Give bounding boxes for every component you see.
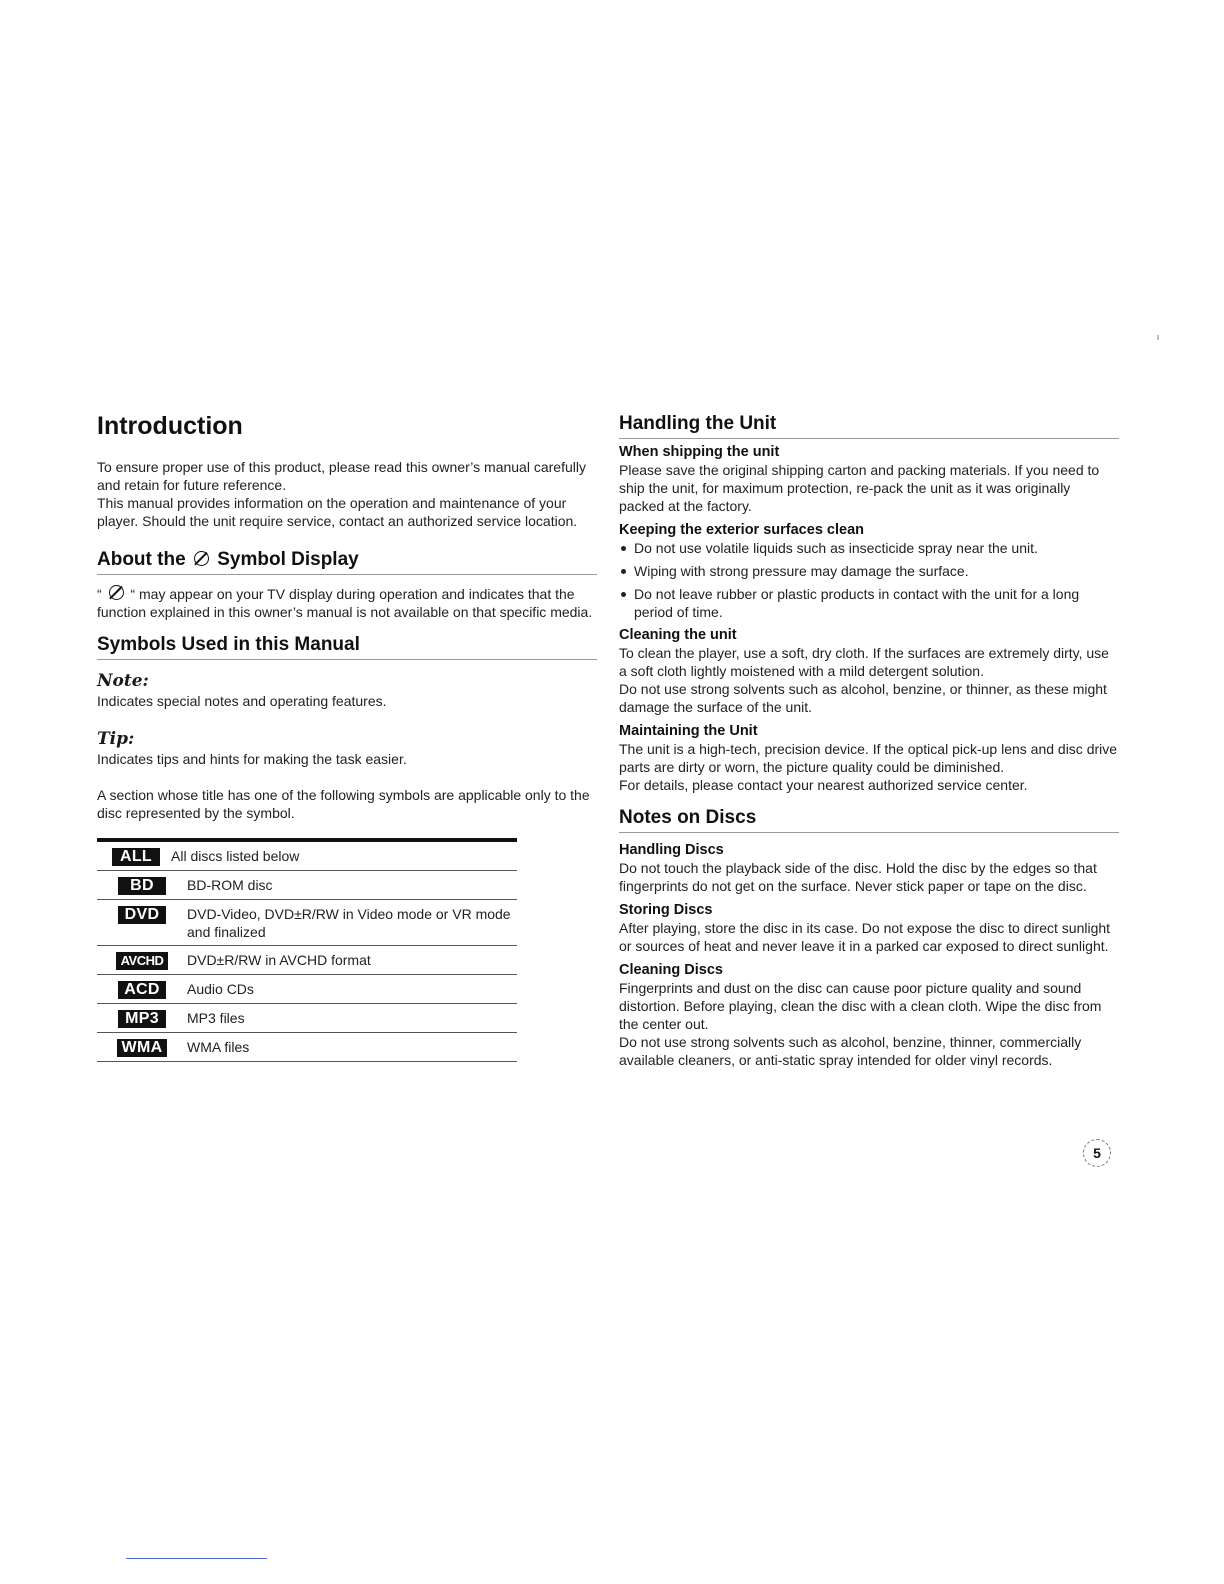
left-column	[97, 410, 597, 1062]
about-symbol-heading	[97, 548, 597, 575]
exterior-subheading: Keeping the exterior surfaces clean	[619, 522, 864, 538]
exterior-bullet-list	[619, 539, 1119, 621]
table-row	[97, 871, 517, 900]
list-item	[619, 539, 1119, 557]
cleaning-unit-text-1: To clean the player, use a soft, dry cloth. If the surfaces are extremely dirty, use a soft cloth lightly moistened with a mild detergent solution.	[619, 645, 1109, 679]
about-body: “ may appear on your TV display during operation and indicates that the function explained in this owner’s manual is not available on that specific media.	[97, 586, 593, 620]
maintaining-text-2: For details, please contact your nearest authorized service center.	[619, 777, 1028, 793]
intro-paragraph-2: This manual provides information on the operation and maintenance of your player. Should the unit require service, contact an authorized service location.	[97, 495, 578, 529]
table-cell-desc: WMA files	[187, 1033, 517, 1062]
prohibited-symbol-icon	[194, 551, 209, 566]
note-text: Indicates special notes and operating features.	[97, 693, 387, 709]
note-label: Note:	[97, 671, 149, 691]
bullet-icon	[621, 569, 626, 574]
bullet-text: Wiping with strong pressure may damage the surface.	[634, 563, 969, 579]
symbols-heading: Symbols Used in this Manual	[97, 633, 597, 660]
bottom-rule	[126, 1558, 267, 1559]
about-heading-prefix: About the	[97, 549, 186, 570]
shipping-subheading: When shipping the unit	[619, 444, 780, 460]
list-item	[619, 585, 1119, 621]
about-heading-suffix: Symbol Display	[217, 549, 359, 570]
badge-bd: BD	[118, 877, 166, 895]
bullet-icon	[621, 546, 626, 551]
table-row	[97, 1004, 517, 1033]
notes-on-discs-heading: Notes on Discs	[619, 806, 1119, 833]
storing-discs-subheading: Storing Discs	[619, 902, 713, 918]
table-cell-desc: DVD-Video, DVD±R/RW in Video mode or VR mode and finalized	[187, 900, 517, 946]
table-cell-desc: BD-ROM disc	[187, 871, 517, 900]
maintaining-text-1: The unit is a high-tech, precision device. If the optical pick-up lens and disc drive parts are dirty or worn, the picture quality could be diminished.	[619, 741, 1118, 775]
table-cell-desc: All discs listed below	[171, 840, 501, 871]
cleaning-discs-text-2: Do not use strong solvents such as alcohol, benzine, thinner, commercially available cleaners, or anti-static spray intended for older vinyl records.	[619, 1034, 1082, 1068]
handling-discs-text: Do not touch the playback side of the disc. Hold the disc by the edges so that fingerprints do not get on the surface. Never stick paper or tape on the disc.	[619, 860, 1097, 894]
badge-dvd: DVD	[118, 906, 166, 924]
storing-discs-text: After playing, store the disc in its case. Do not expose the disc to direct sunlight or sources of heat and never leave it in a parked car exposed to direct sunlight.	[619, 920, 1111, 954]
scan-speck	[1157, 335, 1159, 340]
bullet-text: Do not leave rubber or plastic products in contact with the unit for a long period of time.	[634, 586, 1080, 620]
about-symbol-text	[97, 585, 597, 621]
cleaning-discs-text-1: Fingerprints and dust on the disc can cause poor picture quality and sound distortion. Before playing, clean the disc with a clean cloth. Wipe the disc from the center out.	[619, 980, 1102, 1032]
bullet-text: Do not use volatile liquids such as insecticide spray near the unit.	[634, 540, 1038, 556]
handling-discs-subheading: Handling Discs	[619, 842, 724, 858]
prohibited-symbol-icon	[109, 585, 124, 600]
handling-unit-heading: Handling the Unit	[619, 412, 1119, 439]
shipping-text: Please save the original shipping carton and packing materials. If you need to ship the unit, for maximum protection, re-pack the unit as it was originally packed at the factory.	[619, 462, 1100, 514]
right-column	[619, 412, 1119, 1069]
table-cell-desc: DVD±R/RW in AVCHD format	[187, 946, 517, 975]
list-item	[619, 562, 1119, 580]
about-open-quote: “	[97, 586, 102, 602]
tip-text: Indicates tips and hints for making the task easier.	[97, 751, 407, 767]
table-row	[97, 1033, 517, 1062]
table-cell-desc: Audio CDs	[187, 975, 517, 1004]
table-row	[97, 946, 517, 975]
badge-avchd: AVCHD	[116, 952, 169, 970]
bullet-icon	[621, 592, 626, 597]
cleaning-unit-subheading: Cleaning the unit	[619, 627, 737, 643]
cleaning-unit-text-2: Do not use strong solvents such as alcohol, benzine, or thinner, as these might damage the surface of the unit.	[619, 681, 1107, 715]
table-row	[97, 975, 517, 1004]
section-applicability-text: A section whose title has one of the following symbols are applicable only to the disc represented by the symbol.	[97, 787, 590, 821]
badge-mp3: MP3	[118, 1010, 166, 1028]
table-cell-desc: MP3 files	[187, 1004, 517, 1033]
intro-paragraph-1: To ensure proper use of this product, please read this owner’s manual carefully and retain for future reference.	[97, 459, 586, 493]
table-row	[97, 900, 517, 946]
page-number: 5	[1083, 1139, 1111, 1167]
badge-acd: ACD	[118, 981, 166, 999]
table-row	[97, 840, 517, 871]
cleaning-discs-subheading: Cleaning Discs	[619, 962, 723, 978]
badge-wma: WMA	[117, 1039, 168, 1057]
badge-all: ALL	[112, 848, 160, 866]
maintaining-subheading: Maintaining the Unit	[619, 723, 758, 739]
tip-label: Tip:	[97, 729, 135, 749]
disc-symbol-table	[97, 838, 517, 1062]
page-title: Introduction	[97, 412, 243, 440]
